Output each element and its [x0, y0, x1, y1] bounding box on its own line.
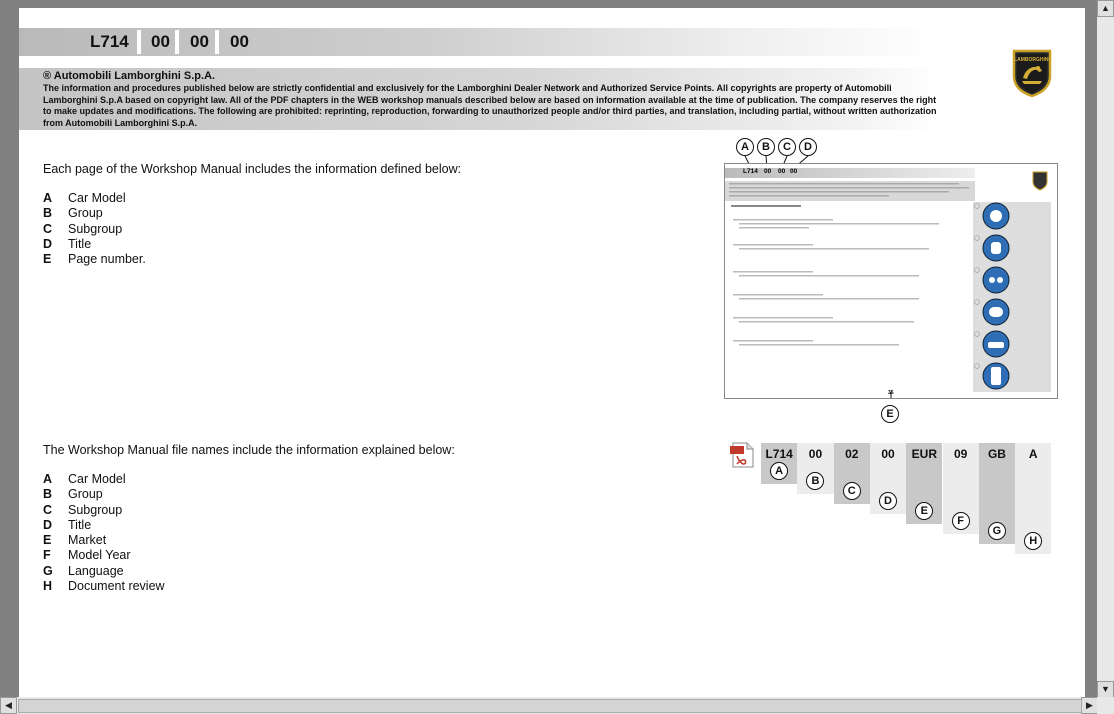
list-label: Language [68, 563, 124, 578]
thumb-code: 00 [778, 168, 786, 175]
list-item [43, 206, 146, 221]
filename-part-callout: B [806, 472, 824, 490]
section1-intro: Each page of the Workshop Manual includes the information defined below: [43, 162, 462, 176]
filename-part-callout: C [843, 482, 861, 500]
list-key: F [43, 548, 51, 563]
callout-b: B [757, 138, 775, 156]
list-label: Group [68, 487, 103, 502]
filename-part-callout: F [952, 512, 970, 530]
filename-part-c [834, 443, 870, 504]
filename-part-f [943, 443, 979, 534]
thumb-code: 00 [764, 168, 772, 175]
header-band [19, 28, 939, 56]
thumb-logo-icon [1033, 172, 1047, 190]
list-item [43, 487, 165, 502]
filename-part-code: 00 [881, 447, 895, 461]
lamborghini-logo-icon [1010, 48, 1054, 98]
filename-part-code: A [1028, 447, 1038, 461]
header-subgroup: 00 [190, 32, 209, 51]
header-separator [215, 30, 219, 54]
list-key: A [43, 472, 53, 486]
scrollbar-corner [1097, 697, 1114, 714]
list-item [43, 548, 165, 563]
list-item [43, 579, 165, 594]
list-key: E [43, 252, 52, 267]
list-key: B [43, 206, 53, 221]
filename-part-code: 02 [845, 447, 859, 461]
list-item [43, 503, 165, 518]
header-title: 00 [230, 32, 249, 51]
header-separator [137, 30, 141, 54]
scroll-up-button[interactable]: ▲ [1097, 0, 1114, 17]
notice-title: ® Automobili Lamborghini S.p.A. [43, 70, 216, 82]
list-key: D [43, 236, 53, 251]
list-label: Title [68, 517, 92, 532]
page-layout-diagram [724, 163, 1058, 399]
thumb-code: L714 [743, 168, 758, 175]
scroll-right-button[interactable]: ▶ [1081, 697, 1098, 714]
list-label: Page number. [68, 252, 146, 267]
list-key: A [43, 191, 53, 205]
list-item [43, 564, 165, 579]
list-label: Title [68, 236, 92, 251]
list-item [43, 472, 165, 487]
list-label: Group [68, 206, 103, 221]
vertical-scrollbar[interactable] [1097, 0, 1114, 697]
list-key: H [43, 579, 53, 594]
list-item [43, 252, 146, 267]
list-item [43, 222, 146, 237]
pdf-file-icon [729, 442, 755, 468]
filename-part-a [761, 443, 797, 484]
filename-part-h [1015, 443, 1051, 554]
list-key: C [43, 221, 53, 236]
callout-c: C [778, 138, 796, 156]
header-separator [175, 30, 179, 54]
callout-d: D [799, 138, 817, 156]
scroll-down-button[interactable]: ▼ [1097, 681, 1114, 698]
list-item [43, 191, 146, 206]
filename-part-callout: A [770, 462, 788, 480]
section2-intro: The Workshop Manual file names include the information explained below: [43, 443, 455, 457]
filename-part-callout: D [879, 492, 897, 510]
list-key: C [43, 502, 53, 517]
scroll-left-button[interactable]: ◀ [0, 697, 17, 714]
filename-part-callout: H [1024, 532, 1042, 550]
filename-part-d [870, 443, 906, 514]
filename-part-e [906, 443, 942, 524]
horizontal-scroll-thumb[interactable] [18, 699, 1082, 713]
logo-text: LAMBORGHINI [1014, 57, 1050, 63]
list-item [43, 237, 146, 252]
filename-part-g [979, 443, 1015, 544]
filename-part-code: 09 [953, 447, 968, 461]
filename-part-b [797, 443, 833, 494]
copyright-notice [19, 68, 939, 130]
list-label: Subgroup [68, 502, 123, 517]
list-key: D [43, 517, 53, 532]
document-page [19, 8, 1085, 698]
list-key: G [43, 563, 53, 578]
filename-part-code: 00 [808, 447, 823, 461]
list-key: B [43, 487, 53, 502]
thumb-page-number: 35 [888, 390, 894, 396]
list-item [43, 533, 165, 548]
list-label: Model Year [68, 548, 131, 563]
page-info-list [43, 191, 146, 267]
list-label: Subgroup [68, 221, 123, 236]
header-car-model: L714 [90, 32, 129, 51]
callout-e: E [881, 405, 899, 423]
list-key: E [43, 533, 52, 548]
list-label: Market [68, 533, 107, 548]
filename-part-code: L714 [765, 447, 793, 461]
list-label: Car Model [68, 472, 126, 486]
notice-text: The information and procedures published below are strictly confidential and exclusively for the Lamborghini Dealer Network and Authorized Service Points. All copyrights are property of Automobili Lamborghini S.p.A based on copyright law. All of the PDF chapters in the WEB workshop manuals described below are based on information available at the time of publication. The company reserves the right to make updates and modifications. The following are prohibited: reprinting, reproduction, forwarding to unauthorized people and/or third parties, and translation, including partial, without written authorization from Automobili Lamborghini S.p.A. [43, 83, 937, 128]
filename-part-code: GB [987, 447, 1006, 461]
list-label: Document review [68, 579, 165, 594]
thumb-code: 00 [790, 168, 798, 175]
filename-info-list [43, 472, 165, 594]
list-item [43, 518, 165, 533]
filename-part-code: EUR [911, 447, 937, 461]
header-group: 00 [151, 32, 170, 51]
filename-part-callout: G [988, 522, 1006, 540]
callout-a: A [736, 138, 754, 156]
list-label: Car Model [68, 191, 126, 205]
thumb-content-illustration [725, 164, 1057, 398]
filename-part-callout: E [915, 502, 933, 520]
